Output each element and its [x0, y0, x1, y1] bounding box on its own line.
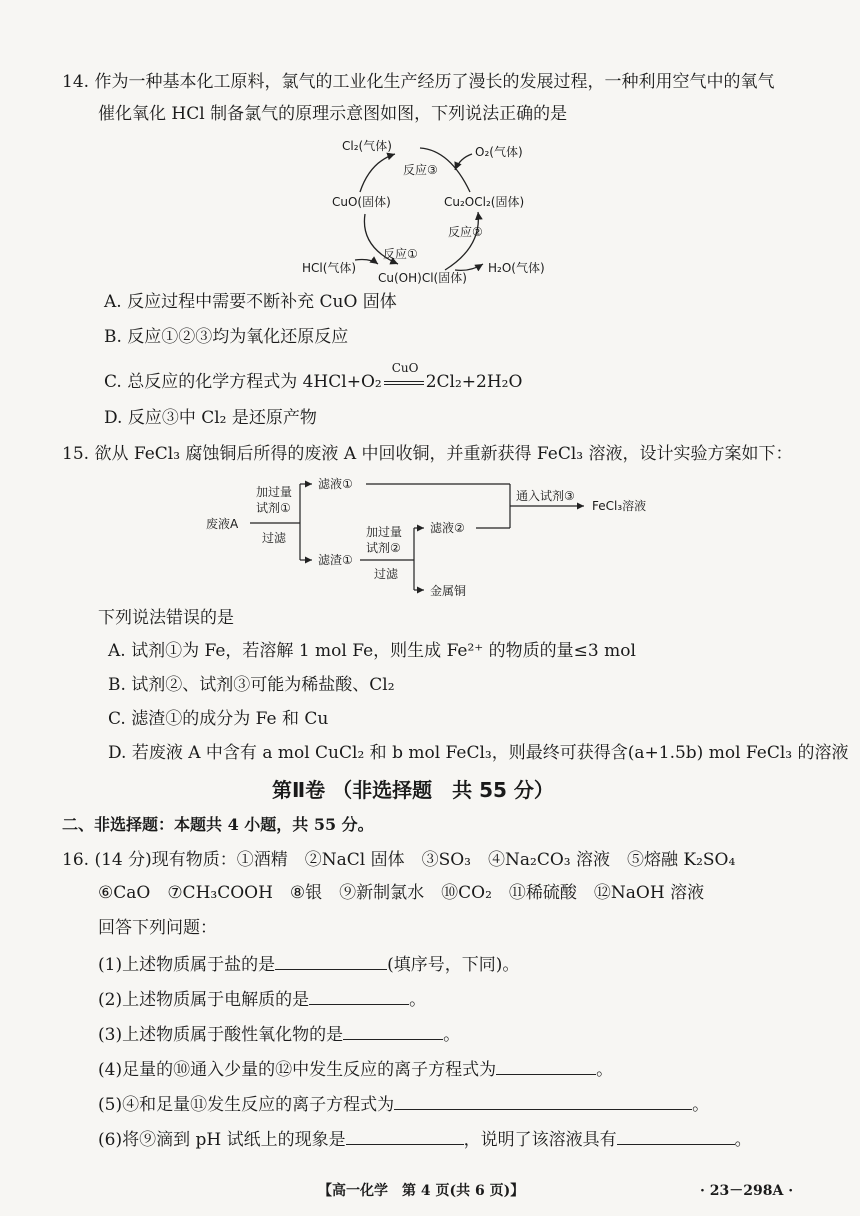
flow-add-excess-2: 加过量 [366, 525, 403, 539]
q16-part2-text: (2)上述物质属于电解质的是 [98, 990, 310, 1010]
flow-reagent-3: 通入试剂③ [516, 489, 575, 503]
q14-option-c-catalyst: CuO [391, 361, 419, 375]
diagram-label-h2o: H₂O(气体) [488, 261, 545, 275]
flow-residue-1: 滤渣① [318, 553, 353, 567]
flow-waste-a: 废液A [206, 517, 239, 531]
q14-option-c-equation-arrow [384, 361, 424, 391]
q16-part1-text: (1)上述物质属于盐的是 [98, 955, 276, 975]
diagram-label-hcl: HCl(气体) [302, 261, 357, 275]
q16-part6-text: (6)将⑨滴到 pH 试纸上的现象是 [98, 1130, 346, 1150]
q15-option-c: C. 滤渣①的成分为 Fe 和 Cu [108, 709, 329, 729]
q14-cycle-diagram [0, 132, 860, 292]
flow-reagent-1: 试剂① [256, 501, 291, 515]
q16-part6-mid: ，说明了该溶液具有 [463, 1130, 617, 1150]
diagram-label-o2: O₂(气体) [475, 145, 523, 159]
section-title: 第Ⅱ卷 （非选择题 共 55 分） [272, 778, 554, 802]
q16-part4 [98, 1060, 613, 1079]
flow-add-excess-1: 加过量 [256, 485, 293, 499]
section-subtitle: 二、非选择题：本题共 4 小题，共 55 分。 [62, 815, 374, 834]
diagram-label-r3: 反应③ [403, 163, 438, 177]
flow-fecl3-solution: FeCl₃溶液 [592, 499, 647, 513]
q16-part2 [98, 990, 426, 1009]
diagram-label-r1: 反应① [383, 247, 418, 261]
q16-part5 [98, 1095, 709, 1114]
q15-option-a: A. 试剂①为 Fe，若溶解 1 mol Fe，则生成 Fe²⁺ 的物质的量≤3 mol [108, 641, 636, 661]
q16-part3-tail: 。 [443, 1025, 461, 1045]
q16-part1 [98, 955, 519, 974]
q16-part2-blank[interactable] [309, 990, 409, 1005]
q16-part6-blank-1[interactable] [346, 1130, 464, 1145]
q16-part4-tail: 。 [596, 1060, 614, 1080]
flow-filtrate-2: 滤液② [430, 521, 465, 535]
footer-exam-code: · 23－298A · [700, 1183, 794, 1199]
q16-part5-text: (5)④和足量⑪发生反应的离子方程式为 [98, 1095, 395, 1115]
flow-metal-copper: 金属铜 [430, 584, 467, 598]
q16-part5-blank[interactable] [394, 1095, 692, 1110]
flow-filtrate-1: 滤液① [318, 477, 353, 491]
q14-option-d: D. 反应③中 Cl₂ 是还原产物 [104, 408, 317, 428]
q16-part2-tail: 。 [409, 990, 427, 1010]
q14-option-b: B. 反应①②③均为氧化还原反应 [104, 327, 349, 347]
q14-option-c-product: 2Cl₂+2H₂O [425, 372, 523, 392]
q16-part4-blank[interactable] [496, 1060, 596, 1075]
diagram-label-cuohcl: Cu(OH)Cl(固体) [378, 271, 467, 285]
q16-part1-tail: (填序号，下同)。 [387, 955, 520, 975]
q14-stem-line2: 催化氧化 HCl 制备氯气的原理示意图如图，下列说法正确的是 [98, 104, 568, 124]
flow-reagent-2: 试剂② [366, 541, 401, 555]
q15-prompt: 下列说法错误的是 [98, 608, 234, 628]
q16-stem: 16. (14 分)现有物质：①酒精 ②NaCl 固体 ③SO₃ ④Na₂CO₃ 溶液 ⑤熔融 K₂SO₄ [62, 850, 736, 870]
q14-stem-line1: 14. 作为一种基本化工原料，氯气的工业化生产经历了漫长的发展过程，一种利用空气中的氧气 [62, 72, 775, 92]
q16-part3 [98, 1025, 460, 1044]
flow-filter-1: 过滤 [262, 531, 287, 545]
q15-flow-diagram [0, 472, 860, 602]
q14-option-a: A. 反应过程中需要不断补充 CuO 固体 [104, 292, 397, 312]
q15-stem: 15. 欲从 FeCl₃ 腐蚀铜后所得的废液 A 中回收铜，并重新获得 FeCl₃ 溶液，设计实验方案如下： [62, 444, 793, 464]
q16-part3-text: (3)上述物质属于酸性氧化物的是 [98, 1025, 344, 1045]
q16-part6 [98, 1130, 752, 1149]
diagram-label-cuo: CuO(固体) [332, 195, 391, 209]
diagram-label-cl2: Cl₂(气体) [342, 139, 392, 153]
q16-prompt: 回答下列问题： [98, 918, 217, 938]
diagram-label-cu2ocl2: Cu₂OCl₂(固体) [444, 195, 525, 209]
q16-part6-tail: 。 [734, 1130, 752, 1150]
q16-part6-blank-2[interactable] [617, 1130, 735, 1145]
q16-part5-tail: 。 [692, 1095, 710, 1115]
q14-option-c [104, 361, 523, 392]
q15-option-d: D. 若废液 A 中含有 a mol CuCl₂ 和 b mol FeCl₃，则最终可获得含(a+1.5b) mol FeCl₃ 的溶液 [108, 743, 849, 763]
flow-filter-2: 过滤 [374, 567, 399, 581]
q15-option-b: B. 试剂②、试剂③可能为稀盐酸、Cl₂ [108, 675, 395, 695]
footer-page-info: 【高一化学 第 4 页(共 6 页)】 [318, 1183, 525, 1199]
q14-option-c-text: C. 总反应的化学方程式为 4HCl+O₂ [104, 372, 382, 392]
q16-part4-text: (4)足量的⑩通入少量的⑫中发生反应的离子方程式为 [98, 1060, 497, 1080]
q16-part3-blank[interactable] [343, 1025, 443, 1040]
q16-substances-line2: ⑥CaO ⑦CH₃COOH ⑧银 ⑨新制氯水 ⑩CO₂ ⑪稀硫酸 ⑫NaOH 溶液 [98, 883, 705, 903]
q16-part1-blank[interactable] [275, 955, 387, 970]
diagram-label-r2: 反应② [448, 225, 483, 239]
